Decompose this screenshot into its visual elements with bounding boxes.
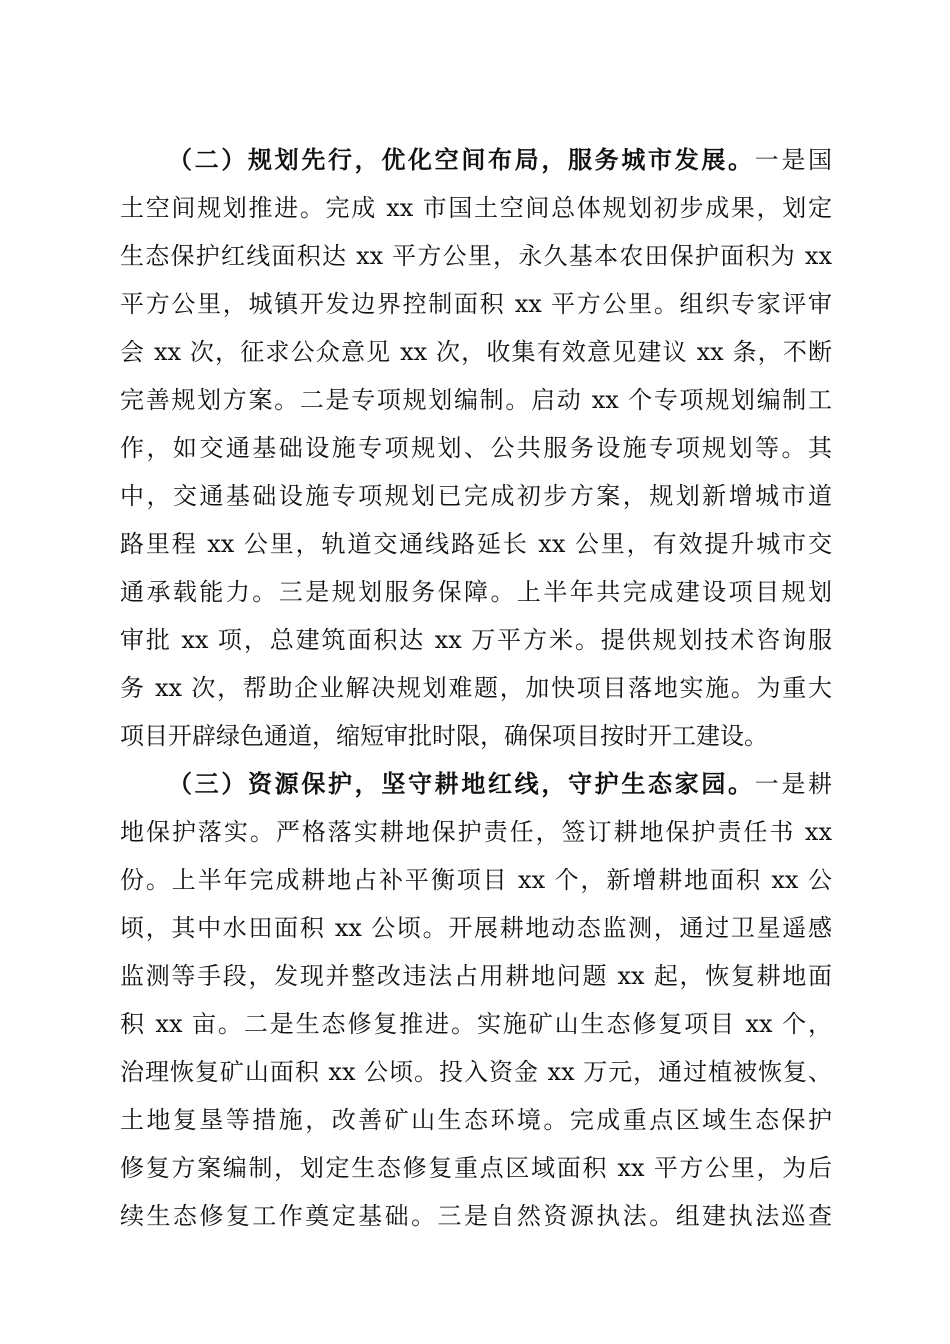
section2-line-4: 平方公里，城镇开发边界控制面积 xx 平方公里。组织专家评审 bbox=[120, 290, 832, 318]
section3-line-10: 续生态修复工作奠定基础。三是自然资源执法。组建执法巡查 bbox=[120, 1202, 832, 1230]
section3-line-1-text: 一是耕 bbox=[754, 770, 833, 798]
section3-line-6: 积 xx 亩。二是生态修复推进。实施矿山生态修复项目 xx 个， bbox=[120, 1010, 832, 1038]
section3-heading: （三）资源保护，坚守耕地红线，守护生态家园。 bbox=[168, 769, 755, 798]
section2-line-11: 审批 xx 项，总建筑面积达 xx 万平方米。提供规划技术咨询服 bbox=[120, 626, 832, 654]
section3-line-7: 治理恢复矿山面积 xx 公顷。投入资金 xx 万元，通过植被恢复、 bbox=[120, 1058, 832, 1086]
section3-line-2: 地保护落实。严格落实耕地保护责任，签订耕地保护责任书 xx bbox=[120, 818, 832, 846]
section2-heading: （二）规划先行，优化空间布局，服务城市发展。 bbox=[168, 145, 755, 174]
section3-line-3: 份。上半年完成耕地占补平衡项目 xx 个，新增耕地面积 xx 公 bbox=[120, 866, 832, 894]
section2-line-3: 生态保护红线面积达 xx 平方公里，永久基本农田保护面积为 xx bbox=[120, 242, 832, 270]
section3-line-5: 监测等手段，发现并整改违法占用耕地问题 xx 起，恢复耕地面 bbox=[120, 962, 832, 990]
section3-line-9: 修复方案编制，划定生态修复重点区域面积 xx 平方公里，为后 bbox=[120, 1154, 832, 1182]
section2-line-13: 项目开辟绿色通道，缩短审批时限，确保项目按时开工建设。 bbox=[120, 722, 768, 750]
section3-line-8: 土地复垦等措施，改善矿山生态环境。完成重点区域生态保护 bbox=[120, 1106, 832, 1134]
section2-line-6: 完善规划方案。二是专项规划编制。启动 xx 个专项规划编制工 bbox=[120, 386, 832, 414]
section2-line-8: 中，交通基础设施专项规划已完成初步方案，规划新增城市道 bbox=[120, 482, 832, 510]
section2-line-10: 通承载能力。三是规划服务保障。上半年共完成建设项目规划 bbox=[120, 578, 832, 606]
section2-line-9: 路里程 xx 公里，轨道交通线路延长 xx 公里，有效提升城市交 bbox=[120, 530, 832, 558]
section2-line-12: 务 xx 次，帮助企业解决规划难题，加快项目落地实施。为重大 bbox=[120, 674, 832, 702]
section2-line-5: 会 xx 次，征求公众意见 xx 次，收集有效意见建议 xx 条，不断 bbox=[120, 338, 832, 366]
section3-line-1 bbox=[168, 765, 832, 803]
section3-line-4: 顷，其中水田面积 xx 公顷。开展耕地动态监测，通过卫星遥感 bbox=[120, 914, 832, 942]
section2-line-1 bbox=[168, 141, 832, 179]
section2-line-1-text: 一是国 bbox=[754, 146, 833, 174]
section2-line-2: 土空间规划推进。完成 xx 市国土空间总体规划初步成果，划定 bbox=[120, 194, 832, 222]
section2-line-7: 作，如交通基础设施专项规划、公共服务设施专项规划等。其 bbox=[120, 434, 832, 462]
